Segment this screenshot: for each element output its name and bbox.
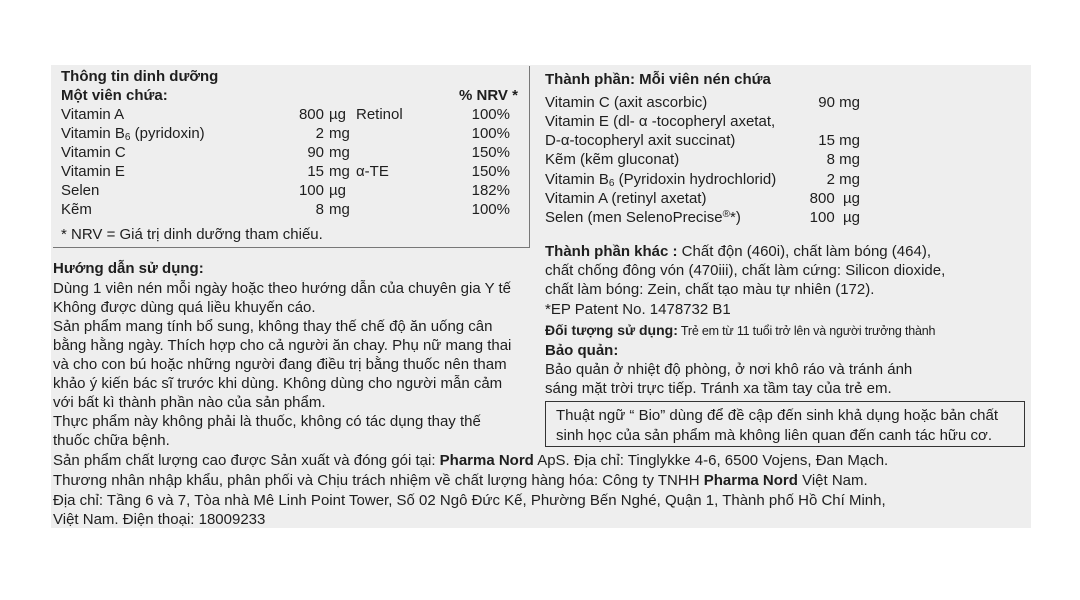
nutrient-amount: 15 bbox=[307, 163, 324, 180]
nutrient-amount: 800 bbox=[298, 106, 324, 123]
nutrient-amount: 2 bbox=[315, 125, 324, 142]
nutrient-unit: mg bbox=[329, 125, 350, 142]
nrv-header: % NRV * bbox=[459, 87, 518, 104]
nutrient-amount: 100 bbox=[298, 182, 324, 199]
bio-note-line: Thuật ngữ “ Bio” dùng để đề cập đến sinh khả dụng hoặc bản chất bbox=[556, 407, 999, 424]
ingredient-name: Vitamin A (retinyl axetat) bbox=[545, 190, 707, 207]
nutrient-nrv: 100% bbox=[471, 106, 510, 123]
nutrient-unit: mg bbox=[329, 144, 350, 161]
nutrient-nrv: 150% bbox=[471, 163, 510, 180]
ingredients-title: Thành phần: Mỗi viên nén chứa bbox=[545, 71, 771, 88]
nutrient-name: Vitamin C bbox=[61, 144, 126, 161]
nutrient-amount: 8 bbox=[315, 201, 324, 218]
nutrition-per-tablet: Một viên chứa: bbox=[61, 87, 168, 104]
ingredient-amount: 15 mg bbox=[818, 132, 860, 149]
nutrient-name: Kẽm bbox=[61, 201, 92, 218]
nutrient-nrv: 150% bbox=[471, 144, 510, 161]
nutrient-unit: mg bbox=[329, 163, 350, 180]
storage-title: Bảo quản: bbox=[545, 342, 619, 359]
other-ingredients-line: chất làm bóng: Zein, chất tạo màu tự nhiên (172). bbox=[545, 281, 875, 298]
nutrient-name: Vitamin E bbox=[61, 163, 125, 180]
patent-note: *EP Patent No. 1478732 B1 bbox=[545, 301, 731, 318]
address-line: Địa chỉ: Tầng 6 và 7, Tòa nhà Mê Linh Point Tower, Số 02 Ngô Đức Kế, Phường Bến Nghé, Quận 1, Thành phố Hồ Chí Minh, bbox=[53, 492, 886, 509]
nutrition-title: Thông tin dinh dưỡng bbox=[61, 68, 219, 85]
ingredient-name: Kẽm (kẽm gluconat) bbox=[545, 151, 680, 168]
ingredient-name: Vitamin $B_6$ (Pyridoxin hydrochlorid) bbox=[545, 171, 777, 189]
usage-line: Thực phẩm này không phải là thuốc, không có tác dụng thay thế bbox=[53, 413, 481, 430]
phone-line: Việt Nam. Điện thoại: 18009233 bbox=[53, 511, 266, 528]
manufacturer-line: Sản phẩm chất lượng cao được Sản xuất và đóng gói tại: Pharma Nord ApS. Địa chỉ: Tinglykke 4-6, 6500 Vojens, Đan Mạch. bbox=[53, 452, 889, 469]
nutrient-name: Selen bbox=[61, 182, 100, 199]
other-ingredients: Thành phần khác : Chất độn (460i), chất làm bóng (464), bbox=[545, 243, 931, 260]
nutrient-name: Vitamin A bbox=[61, 106, 125, 123]
nutrient-nrv: 100% bbox=[471, 125, 510, 142]
usage-line: bằng hằng ngày. Thích hợp cho cả người ăn chay. Phụ nữ mang thai bbox=[53, 337, 512, 354]
target-users: Đối tượng sử dụng: Trẻ em từ 11 tuổi trở lên và người trưởng thành bbox=[545, 322, 936, 338]
nutrient-extra: α-TE bbox=[356, 163, 389, 180]
usage-line: thuốc chữa bệnh. bbox=[53, 432, 170, 449]
nutrient-amount: 90 bbox=[307, 144, 324, 161]
importer-line: Thương nhân nhập khẩu, phân phối và Chịu trách nhiệm về chất lượng hàng hóa: Công ty TNHH Pharma Nord Việt Nam. bbox=[53, 472, 868, 489]
nutrient-nrv: 100% bbox=[471, 201, 510, 218]
other-ingredients-line: chất chống đông vón (470iii), chất làm cứng: Silicon dioxide, bbox=[545, 262, 946, 279]
nutrient-extra: Retinol bbox=[356, 106, 403, 123]
nutrient-unit: µg bbox=[329, 182, 346, 199]
usage-line: Không được dùng quá liều khuyến cáo. bbox=[53, 299, 316, 316]
nutrient-unit: µg bbox=[329, 106, 346, 123]
ingredient-name: D-α-tocopheryl axit succinat) bbox=[545, 132, 736, 149]
usage-line: và cho con bú hoặc những người đang điều trị bằng thuốc nên tham bbox=[53, 356, 507, 373]
usage-title: Hướng dẫn sử dụng: bbox=[53, 260, 204, 277]
usage-line: khảo ý kiến bác sĩ trước khi dùng. Không dùng cho người mẫn cảm bbox=[53, 375, 503, 392]
usage-line: với bất kì thành phần nào của sản phẩm. bbox=[53, 394, 326, 411]
ingredient-amount: 800 µg bbox=[809, 190, 860, 207]
nutrient-name: Vitamin $B_6$ (pyridoxin) bbox=[61, 125, 205, 143]
nrv-footnote: * NRV = Giá trị dinh dưỡng tham chiếu. bbox=[61, 226, 323, 243]
nutrient-unit: mg bbox=[329, 201, 350, 218]
ingredient-name: Vitamin C (axit ascorbic) bbox=[545, 94, 708, 111]
storage-line: Bảo quản ở nhiệt độ phòng, ở nơi khô ráo và tránh ánh bbox=[545, 361, 913, 378]
bio-note-line: sinh học của sản phẩm mà không liên quan đến canh tác hữu cơ. bbox=[556, 427, 992, 444]
usage-line: Dùng 1 viên nén mỗi ngày hoặc theo hướng dẫn của chuyên gia Y tế bbox=[53, 280, 511, 297]
ingredient-name: Selen (men SelenoPrecise®*) bbox=[545, 209, 741, 226]
usage-line: Sản phẩm mang tính bổ sung, không thay thế chế độ ăn uống cân bbox=[53, 318, 493, 335]
ingredient-amount: 90 mg bbox=[818, 94, 860, 111]
storage-line: sáng mặt trời trực tiếp. Tránh xa tầm tay của trẻ em. bbox=[545, 380, 892, 397]
ingredient-amount: 8 mg bbox=[826, 151, 860, 168]
nutrient-nrv: 182% bbox=[471, 182, 510, 199]
ingredient-amount: 100 µg bbox=[809, 209, 860, 226]
ingredient-amount: 2 mg bbox=[826, 171, 860, 188]
ingredient-name: Vitamin E (dl- α -tocopheryl axetat, bbox=[545, 113, 776, 130]
